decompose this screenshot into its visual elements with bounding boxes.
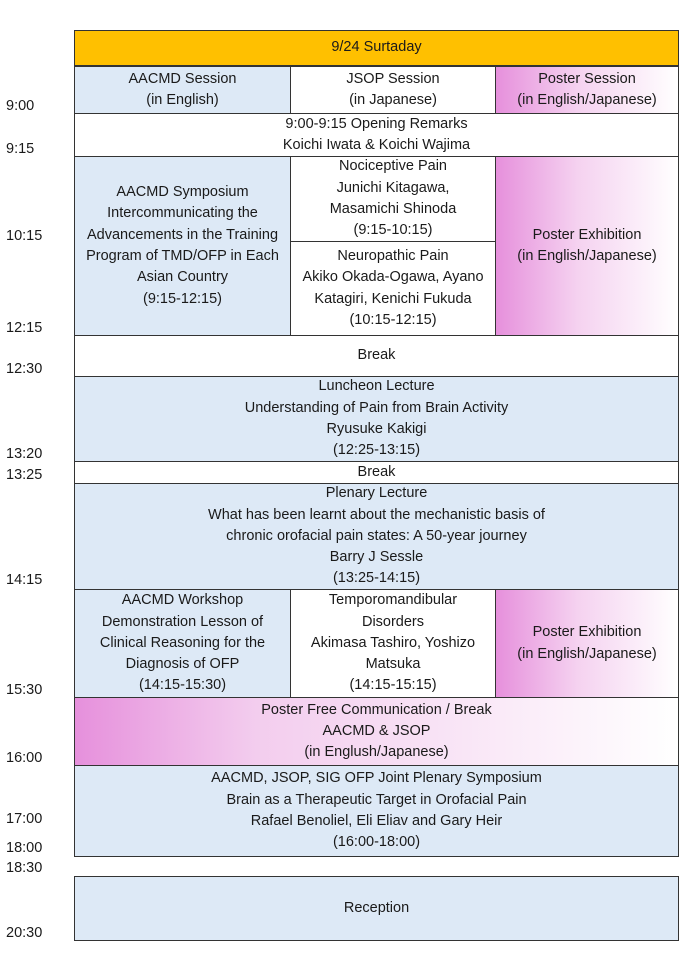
- workshop-line: AACMD Workshop: [121, 592, 244, 609]
- poster-exhibition-title: Poster Exhibition: [532, 624, 642, 641]
- symposium-line: Intercommunicating the: [107, 205, 258, 222]
- reception: [74, 876, 679, 941]
- joint-title: AACMD, JSOP, SIG OFP Joint Plenary Symposium: [211, 770, 542, 787]
- time-label: 18:00: [6, 840, 43, 856]
- neuropathic-pain: [290, 241, 496, 336]
- break-row: [74, 335, 679, 377]
- aacmd-symposium: [74, 156, 291, 336]
- joint-time: (16:00-18:00): [332, 834, 421, 851]
- symposium-line: Program of TMD/OFP in Each: [86, 248, 279, 264]
- neuropathic-time: (10:15-12:15): [349, 311, 437, 328]
- nociceptive-speaker: Masamichi Shinoda: [329, 201, 457, 217]
- joint-plenary-symposium: [74, 765, 679, 857]
- time-label: 16:00: [6, 750, 43, 766]
- opening-remarks-speakers: Koichi Iwata & Koichi Wajima: [282, 137, 471, 153]
- poster-free-orgs: AACMD & JSOP: [322, 722, 431, 739]
- nociceptive-title: Nociceptive Pain: [339, 158, 447, 175]
- symposium-line: Asian Country: [136, 269, 229, 286]
- aacmd-session-language: (in English): [146, 92, 219, 108]
- reception-label: Reception: [343, 899, 410, 916]
- neuropathic-speaker: Katagiri, Kenichi Fukuda: [314, 290, 472, 307]
- opening-remarks: [74, 113, 679, 157]
- opening-remarks-title: 9:00-9:15 Opening Remarks: [285, 115, 468, 132]
- time-label: 9:00: [6, 98, 35, 114]
- time-label: 17:00: [6, 811, 43, 827]
- poster-exhibition-title: Poster Exhibition: [532, 226, 642, 243]
- plenary-title: Plenary Lecture: [325, 485, 428, 502]
- jsop-session-language: (in Japanese): [349, 92, 437, 108]
- tmd-line: Temporomandibular: [328, 592, 458, 609]
- time-label: 10:15: [6, 228, 43, 244]
- luncheon-speaker: Ryusuke Kakigi: [326, 421, 427, 437]
- time-label: 15:30: [6, 682, 43, 698]
- plenary-topic: What has been learnt about the mechanistic basis of: [208, 506, 545, 523]
- poster-exhibition-language: (in English/Japanese): [517, 645, 657, 662]
- date-header-text: 9/24 Surtaday: [331, 39, 422, 56]
- date-header: [74, 30, 679, 66]
- joint-speakers: Rafael Benoliel, Eli Eliav and Gary Heir: [250, 813, 503, 829]
- tmd-speaker: Akimasa Tashiro, Yoshizo: [310, 634, 476, 651]
- nociceptive-speaker: Junichi Kitagawa,: [336, 179, 450, 196]
- time-label: 18:30: [6, 860, 43, 876]
- joint-topic: Brain as a Therapeutic Target in Orofacial Pain: [226, 791, 527, 808]
- time-label: 13:25: [6, 467, 43, 483]
- break-label: Break: [357, 463, 396, 480]
- poster-free-communication: [74, 697, 679, 766]
- temporomandibular-disorders: [290, 589, 496, 698]
- luncheon-title: Luncheon Lecture: [318, 378, 435, 395]
- symposium-line: Advancements in the Training: [86, 226, 279, 243]
- time-label: 20:30: [6, 925, 43, 941]
- jsop-session-header: [290, 66, 496, 114]
- aacmd-session-title: AACMD Session: [128, 70, 237, 87]
- luncheon-topic: Understanding of Pain from Brain Activity: [244, 399, 509, 416]
- tmd-speaker: Matsuka: [365, 656, 421, 673]
- poster-free-title: Poster Free Communication / Break: [261, 701, 492, 718]
- plenary-time: (13:25-14:15): [332, 570, 421, 587]
- tmd-time: (14:15-15:15): [349, 677, 437, 694]
- luncheon-time: (12:25-13:15): [332, 442, 421, 459]
- neuropathic-title: Neuropathic Pain: [337, 247, 449, 264]
- poster-session-header: [495, 66, 679, 114]
- poster-session-title: Poster Session: [538, 70, 636, 87]
- jsop-session-title: JSOP Session: [346, 70, 440, 87]
- workshop-line: Demonstration Lesson of: [101, 613, 264, 630]
- workshop-line: Diagnosis of OFP: [125, 656, 240, 673]
- poster-session-language: (in English/Japanese): [517, 92, 657, 108]
- plenary-lecture: [74, 483, 679, 590]
- aacmd-workshop: [74, 589, 291, 698]
- symposium-line: AACMD Symposium: [116, 184, 249, 201]
- symposium-time: (9:15-12:15): [143, 290, 222, 307]
- break-label: Break: [357, 347, 396, 364]
- time-label: 12:30: [6, 361, 43, 377]
- poster-free-language: (in Englush/Japanese): [304, 744, 449, 761]
- time-label: 12:15: [6, 320, 43, 336]
- time-label: 9:15: [6, 141, 35, 157]
- neuropathic-speaker: Akiko Okada-Ogawa, Ayano: [302, 269, 484, 286]
- workshop-line: Clinical Reasoning for the: [99, 634, 266, 651]
- poster-exhibition-language: (in English/Japanese): [517, 248, 657, 264]
- workshop-time: (14:15-15:30): [138, 677, 227, 694]
- break-row: [74, 461, 679, 484]
- plenary-speaker: Barry J Sessle: [329, 549, 424, 566]
- tmd-line: Disorders: [361, 613, 425, 630]
- nociceptive-pain: [290, 156, 496, 242]
- aacmd-session-header: [74, 66, 291, 114]
- poster-exhibition-afternoon: [495, 589, 679, 698]
- time-label: 14:15: [6, 572, 43, 588]
- nociceptive-time: (9:15-10:15): [353, 222, 433, 239]
- plenary-topic: chronic orofacial pain states: A 50-year journey: [226, 527, 527, 544]
- luncheon-lecture: [74, 376, 679, 462]
- time-label: 13:20: [6, 446, 43, 462]
- poster-exhibition-morning: [495, 156, 679, 336]
